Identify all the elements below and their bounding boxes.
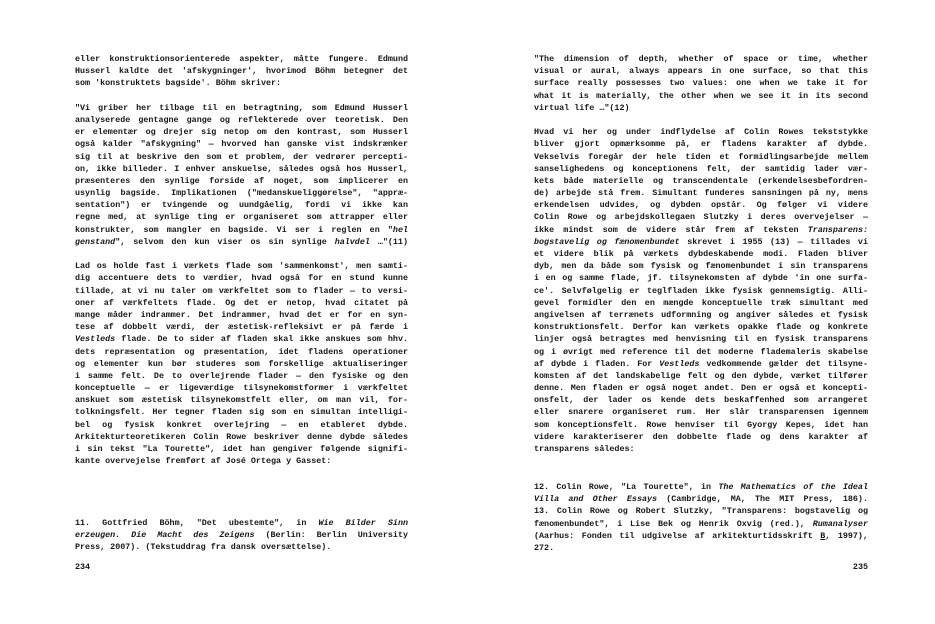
text-line	[75, 77, 408, 89]
text-run: erzeugen. Die Macht des Zeigens	[75, 530, 255, 541]
text-run: som konceptionsfelt. Rowe henviser til Gyorgy Kepes, idet han	[534, 419, 868, 430]
text-line	[534, 236, 868, 248]
text-line	[534, 102, 868, 114]
text-run: også kalder "afskygning" — hvorved han ganske vist indskrænker	[75, 139, 408, 150]
text-run: komsten af det landskabelige felt og den dybde, værket tilfører	[534, 370, 868, 381]
page-right-body-text	[534, 53, 868, 455]
paragraph	[75, 260, 408, 467]
text-run: et videre blik på værkets dybdeskabende modi. Fladen bliver	[534, 249, 868, 259]
text-run: og i øvrigt med reference til det moderne flademaleris skabelse	[534, 346, 868, 357]
text-line	[75, 346, 408, 358]
page-number-left: 234	[75, 562, 91, 572]
text-run: Colin Rowe og arbejdskollegaen Slutzky i deres overvejelser —	[534, 212, 868, 223]
text-line	[75, 443, 408, 455]
text-line	[75, 224, 408, 236]
text-run: sentation") er tvingende og uundgåelig, fordi vi ikke kan	[75, 200, 408, 211]
text-run: erkendelsen udvides, og dybden opstår. Og følger vi videre	[534, 200, 868, 211]
text-run: kets både materielle og transcendentale (erkendelsesbefordren-	[534, 175, 868, 186]
text-line	[534, 382, 868, 394]
text-line	[534, 394, 868, 406]
text-line	[75, 517, 408, 529]
text-line	[534, 285, 868, 297]
text-line	[75, 529, 408, 541]
text-run: Husserl kaldte det 'afskygninger', hvorimod Böhm betegner det	[75, 66, 408, 77]
text-line	[534, 77, 868, 89]
text-line	[75, 541, 408, 553]
text-run: i sin tekst "La Tourette", idet han gengiver følgende signifi-	[75, 444, 408, 454]
text-run: Vestleds	[659, 358, 700, 369]
text-line	[75, 285, 408, 297]
text-line	[534, 138, 868, 150]
text-run: fænomenbundet", i Lise Bek og Henrik Oxvig (red.),	[534, 518, 813, 529]
text-run: The Mathematics of the Ideal	[718, 482, 868, 492]
text-run: og elementer kun bør studeres som forskellige aktualiseringer	[75, 358, 408, 369]
text-run: er elementær og drejer sig netop om den kontrast, som Husserl	[75, 127, 408, 138]
text-line	[75, 199, 408, 211]
text-run: gevel formidler den en mængde konceptuelle træk simultant med	[534, 297, 868, 308]
text-run: Wie Bilder Sinn	[318, 518, 408, 528]
text-line	[75, 455, 408, 467]
text-line	[534, 199, 868, 211]
text-line	[534, 321, 868, 333]
text-run: B	[820, 530, 826, 541]
text-line	[534, 431, 868, 443]
text-line	[75, 358, 408, 370]
text-run: Press, 2007). (Tekstuddrag fra dansk oversættelse).	[75, 542, 332, 553]
text-line	[534, 518, 868, 530]
text-run: dyb, men da både som fysisk og fænomenbundet i sin transparens	[534, 261, 868, 272]
text-run: virtual life …"(12)	[534, 102, 630, 113]
text-line	[534, 443, 868, 455]
text-line	[75, 272, 408, 284]
text-run: what it is materially, the other when we see it in its second	[534, 90, 868, 101]
text-run: Lad os holde fast i værkets flade som 'sammenkomst', men samti-	[75, 261, 408, 272]
text-run: Vestleds	[75, 334, 116, 345]
text-line	[534, 333, 868, 345]
text-line	[534, 481, 868, 493]
page-left-body-text	[75, 53, 408, 467]
text-run: "Vi griber her tilbage til en betragtning, som Edmund Husserl	[75, 102, 408, 113]
text-line	[534, 406, 868, 418]
text-run: kante overvejelse fremført af José Ortega y Gasset:	[75, 456, 332, 467]
text-run: hel	[392, 224, 408, 235]
text-run: i en og samme flade, jf. tilsynekomsten af dybde 'in one surfa-	[534, 273, 868, 284]
text-line	[534, 163, 868, 175]
text-line	[75, 370, 408, 382]
text-run: Villa and Other Essays	[534, 494, 658, 505]
text-line	[534, 309, 868, 321]
text-run: ", selvom den kun viser os sin synlige	[115, 236, 335, 247]
text-line	[534, 65, 868, 77]
text-line	[75, 211, 408, 223]
text-run: regne med, at synlige ting er organiseret som attrapper eller	[75, 212, 408, 223]
footnotes-12-13	[534, 481, 868, 554]
text-run: de) arbejde stå frem. Simultant funderes sansningen på ny, mens	[534, 188, 868, 199]
text-run: bliver gjort opmærksomme på, er fladens karakter af dybde.	[534, 139, 868, 150]
text-run: 11. Gottfried Böhm, "Det ubestemte", in	[75, 518, 319, 528]
text-run: surface really possesses two values: one when we take it for	[534, 78, 868, 89]
text-run: Vekselvis foregår der hele tiden et formidlingsarbejde mellem	[534, 151, 868, 162]
text-run: anskuet som æstetisk tilsynekomstfelt eller, om man vil, for-	[75, 395, 408, 406]
text-line	[75, 187, 408, 199]
text-line	[534, 260, 868, 272]
text-run: bel og fysisk konkret overlejring — en etableret dybde.	[75, 419, 408, 430]
text-run: halvdel	[334, 236, 370, 247]
text-line	[534, 419, 868, 431]
text-run: vedkommende gælder det tilsyne-	[699, 358, 868, 369]
text-run: mange måder indrammer. Det indrammer, hvad det er for en syn-	[75, 309, 408, 320]
text-run: tolkningsfelt. Her tegner fladen sig som en simultan intelligi-	[75, 407, 408, 418]
text-run: Rumanalyser	[812, 518, 868, 529]
text-line	[534, 248, 868, 260]
text-run: Arkitekturteoretikeren Colin Rowe beskriver denne dybde således	[75, 431, 408, 442]
text-line	[75, 406, 408, 418]
text-run: 13. Colin Rowe og Robert Slutzky, "Transparens: bogstavelig og	[534, 506, 868, 517]
text-line	[75, 297, 408, 309]
text-run: (Aarhus: Fonden til udgivelse af arkitekturtidsskrift	[534, 530, 821, 541]
text-line	[534, 224, 868, 236]
paragraph	[75, 53, 408, 90]
text-run: (Cambridge, MA, The MIT Press, 186).	[657, 494, 868, 505]
text-run: konstruktionsfelt. Derfor kan værkets opakke flade og konkrete	[534, 322, 868, 333]
page-number-right: 235	[852, 562, 868, 572]
text-run: denne. Men fladen er også noget andet. Den er også et koncepti-	[534, 383, 868, 394]
text-run: on, ikke billeder. I enhver anskuelse, således også hos Husserl,	[75, 163, 408, 174]
text-line	[534, 175, 868, 187]
text-run: i samme felt. De to overlejrende flader — den fysiske og den	[75, 370, 408, 381]
text-run: onsfelt, der lader os kende dets beskaffenhed som arrangeret	[534, 395, 868, 406]
text-line	[75, 151, 408, 163]
text-line	[75, 419, 408, 431]
text-run: dets repræsentation og præsentation, idet fladens operationer	[75, 346, 408, 357]
text-run: Hvad vi her og under indflydelse af Colin Rowes tekststykke	[534, 127, 868, 138]
text-line	[534, 187, 868, 199]
text-line	[75, 102, 408, 114]
text-line	[75, 138, 408, 150]
text-run: dig accentuere dets to værdier, hvad også for en stund kunne	[75, 273, 408, 284]
text-line	[75, 114, 408, 126]
block-quote	[534, 53, 868, 114]
text-run: (Berlin: Berlin University	[254, 530, 408, 541]
text-run: analyserede gentagne gange og reflekterede over teoretisk. Den	[75, 114, 408, 125]
text-run: af dybde i fladen. For	[534, 358, 660, 369]
text-run: transparens således:	[534, 444, 635, 454]
text-run: usynlig bagside. Implikationen ("medanskueliggørelse", "appræ-	[75, 188, 408, 199]
text-line	[534, 53, 868, 65]
text-run: 12. Colin Rowe, "La Tourette", in	[534, 482, 719, 492]
text-run: konceptuelle — er ligeværdige tilsynekomstformer i værkfeltet	[75, 383, 408, 394]
text-run: flade. De to sider af fladen skal ikke anskues som hhv.	[115, 334, 408, 345]
text-run: visual or aural, always appears in one surface, so that this	[534, 66, 868, 77]
text-line	[534, 530, 868, 542]
text-run: Transparens:	[807, 224, 868, 235]
text-run: eller snarere organiseret rum. Her slår transparensen igennem	[534, 407, 868, 418]
text-run: angivelsen af terrænets udformning og angiver således et fysisk	[534, 309, 868, 320]
text-run: oner af værkfeltets flade. Og det er netop, hvad citatet på	[75, 297, 408, 308]
text-line	[75, 126, 408, 138]
text-run: præsenteres den synlige forside af noget, som implicerer en	[75, 175, 408, 186]
text-line	[534, 272, 868, 284]
text-line	[534, 151, 868, 163]
text-run: tese af dobbelt værdi, der æstetisk-refleksivt er på færde i	[75, 322, 408, 333]
text-line	[534, 90, 868, 102]
text-line	[534, 126, 868, 138]
text-run: konstrukter, som mangler en bagside. Vi ser i reglen en "	[75, 224, 393, 235]
text-line	[75, 431, 408, 443]
text-line	[534, 346, 868, 358]
text-run: sig til at beskrive den som et problem, der vedrører percepti-	[75, 151, 408, 162]
text-run: tillade, at vi nu taler om værkfeltet som to flader — to versi-	[75, 285, 408, 296]
text-run: videre karakteriserer den dobbelte flade og dens karakter af	[534, 431, 868, 442]
text-line	[534, 505, 868, 517]
text-line	[75, 53, 408, 65]
text-run: ikke mindst som de videre står frem af teksten	[534, 224, 808, 235]
text-line	[534, 493, 868, 505]
text-run: 272.	[534, 542, 555, 553]
text-line	[75, 382, 408, 394]
text-line	[75, 309, 408, 321]
text-line	[75, 163, 408, 175]
text-line	[75, 175, 408, 187]
block-quote	[75, 102, 408, 248]
text-line	[75, 236, 408, 248]
text-line	[534, 211, 868, 223]
text-run: linjer også betragtes med henvisning til en fysisk transparens	[534, 334, 868, 345]
text-run: ce'. Selvfølgelig er teglfladen ikke fysisk gennemsigtig. Alli-	[534, 285, 868, 296]
text-run: bogstavelig og fænomenbundet	[534, 236, 680, 247]
text-line	[534, 358, 868, 370]
text-run: genstand	[75, 236, 116, 247]
text-line	[75, 260, 408, 272]
text-run: "The dimension of depth, whether of space or time, whether	[534, 54, 868, 64]
text-line	[534, 370, 868, 382]
text-line	[75, 333, 408, 345]
text-run: som 'konstruktets bagside'. Böhm skriver:	[75, 78, 282, 89]
text-run: …"(11)	[369, 236, 408, 247]
text-run: , 1997),	[825, 530, 868, 541]
text-run: eller konstruktionsorienterede aspekter, måtte fungere. Edmund	[75, 54, 408, 64]
text-line	[75, 321, 408, 333]
text-run: skrevet i 1955 (13) — tillades vi	[679, 236, 868, 247]
text-line	[534, 297, 868, 309]
text-line	[534, 542, 868, 554]
paragraph	[534, 126, 868, 455]
text-line	[75, 394, 408, 406]
text-line	[75, 65, 408, 77]
footnote-11	[75, 517, 408, 554]
text-run: sanselighedens og konceptionens felt, der samtidig lader vær-	[534, 163, 868, 174]
